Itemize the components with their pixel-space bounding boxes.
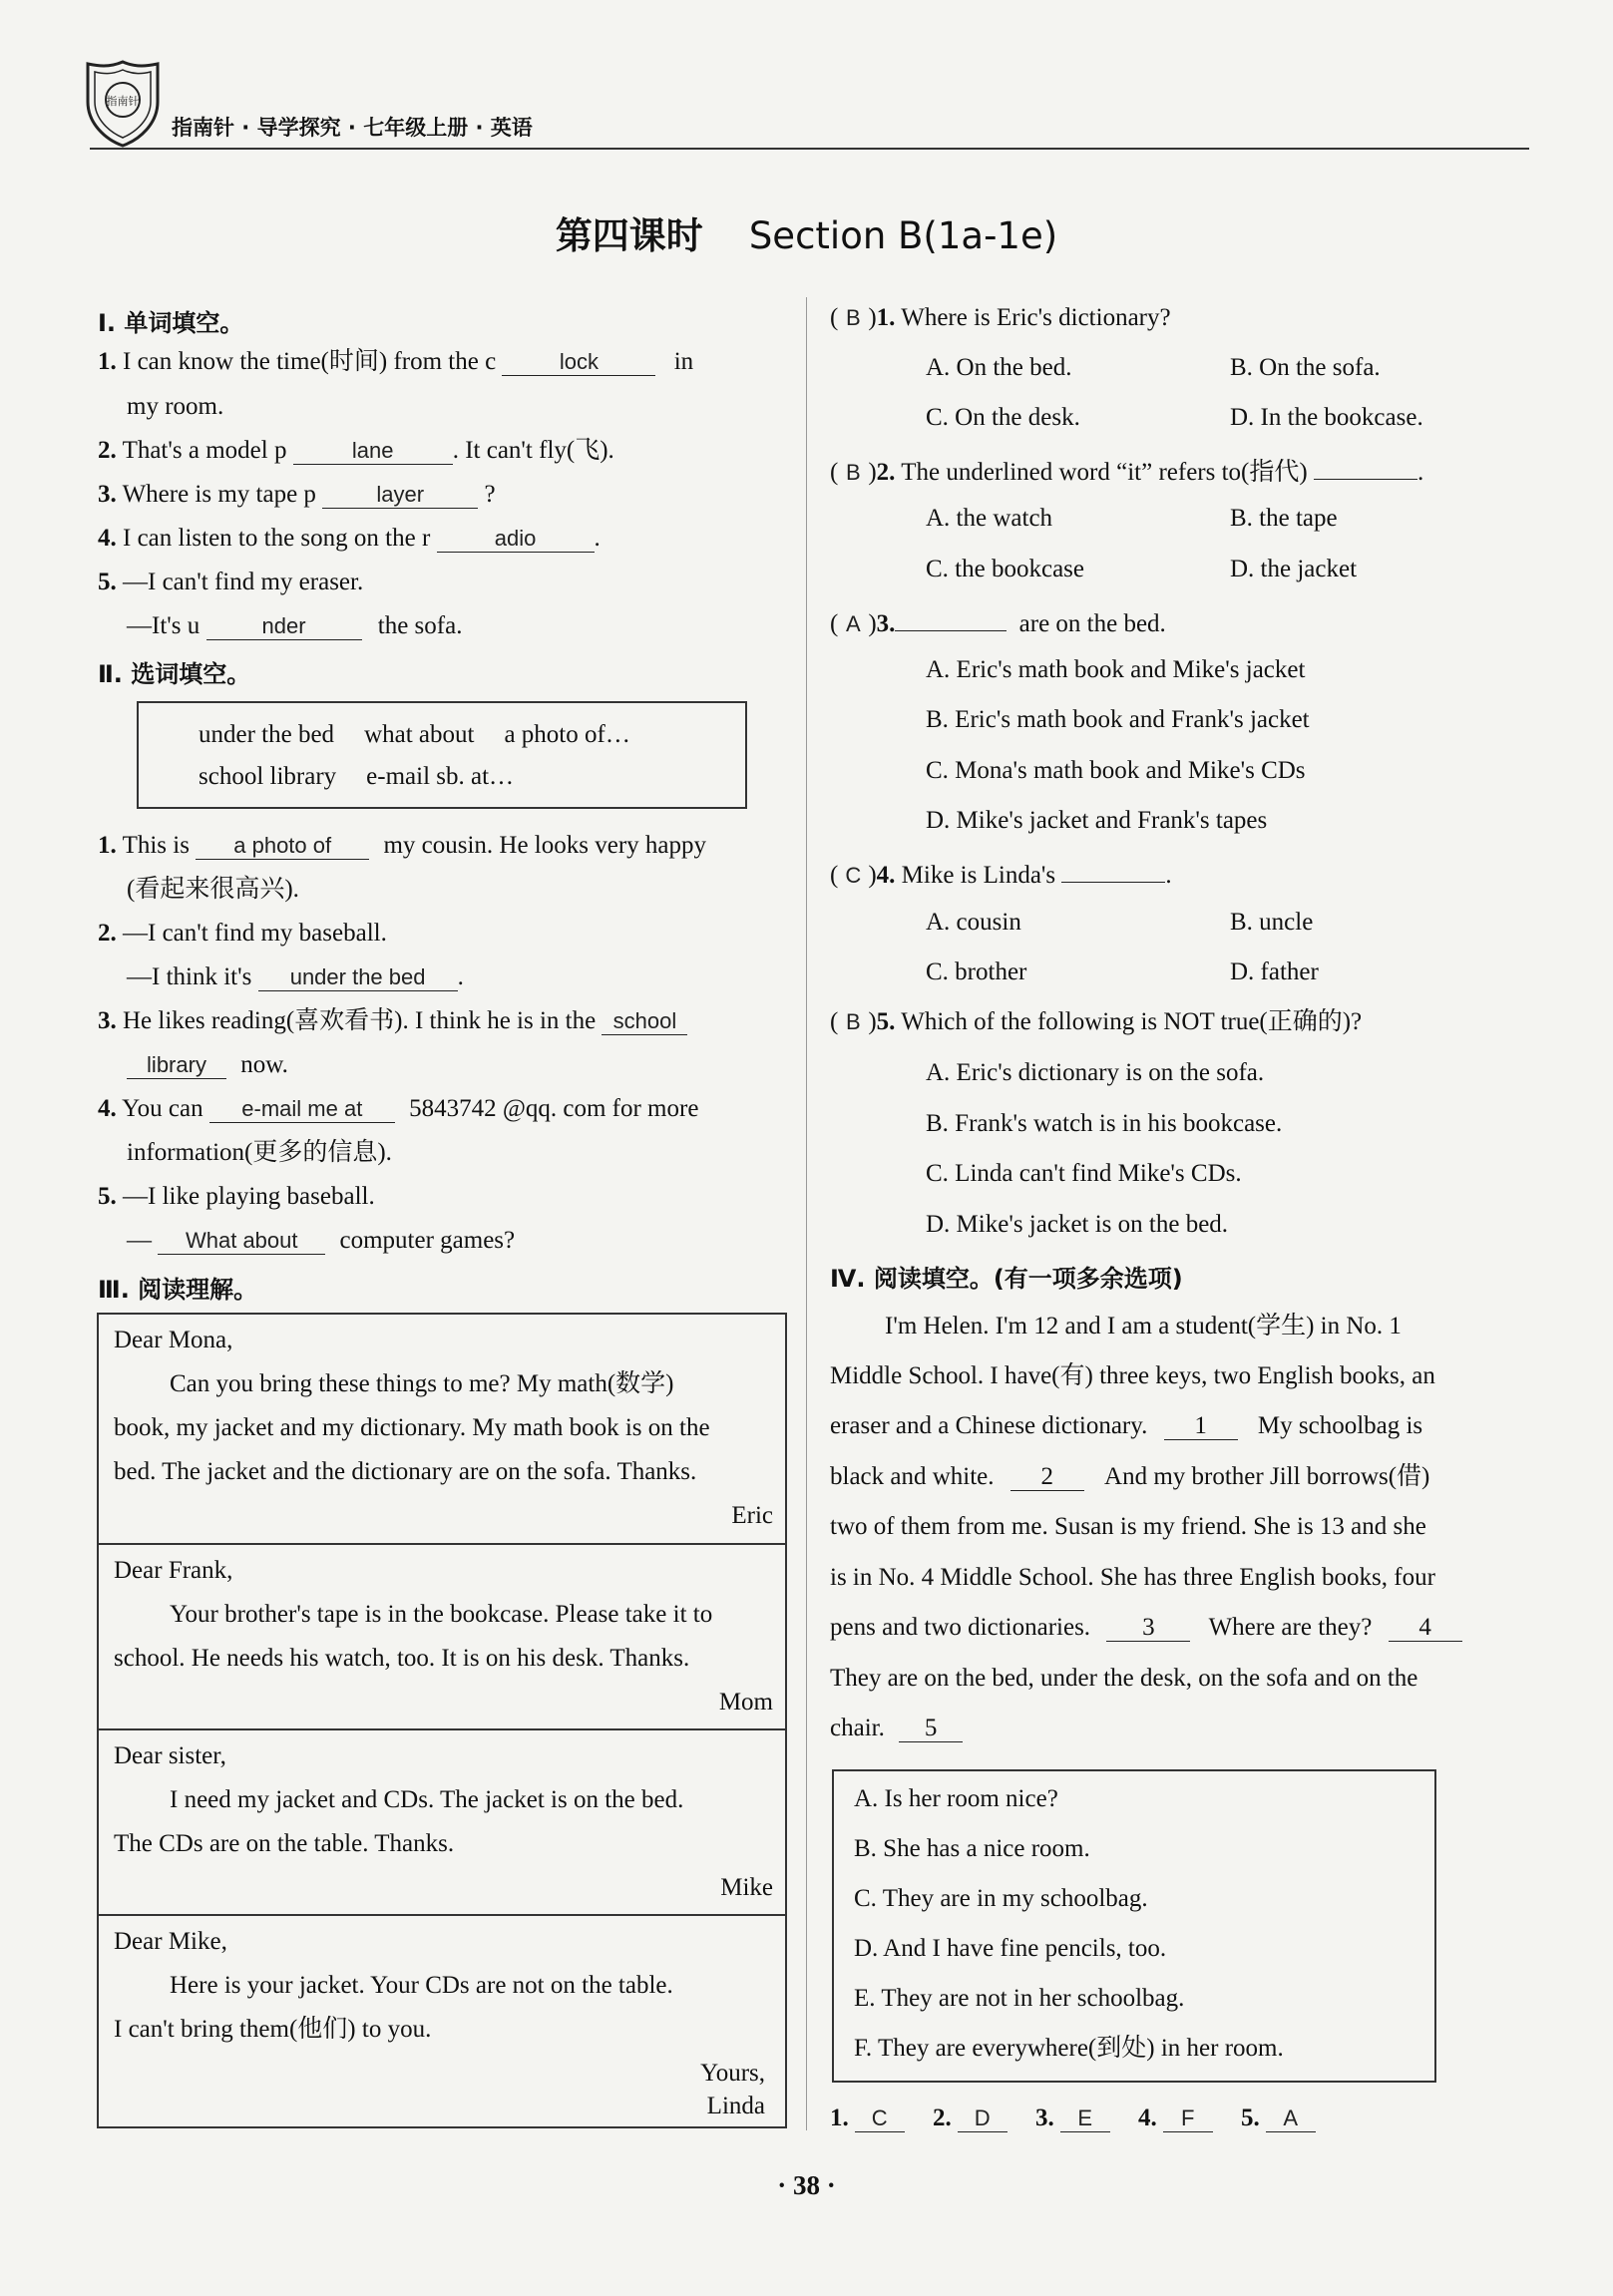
part2-item-1-line2: (看起来很高兴). bbox=[127, 876, 299, 903]
option: B. the tape bbox=[1230, 505, 1338, 532]
options-box: A. Is her room nice? B. She has a nice room. C. They are in my schoolbag. D. And I have fine pencils, too. E. They are not in her schoolbag. F. They are everywhere(到处) in her room. bbox=[832, 1769, 1436, 2083]
part2-item-5: 5. —I like playing baseball. bbox=[98, 1183, 375, 1210]
passage-line-4: black and white. 2 And my brother Jill borrows(借) bbox=[830, 1463, 1430, 1490]
part4-heading: Ⅳ. 阅读填空。(有一项多余选项) bbox=[830, 1265, 1183, 1293]
passage-line-2: Middle School. I have(有) three keys, two English books, an bbox=[830, 1362, 1435, 1389]
option: C. the bookcase bbox=[926, 556, 1084, 582]
option: C. Linda can't find Mike's CDs. bbox=[926, 1160, 1242, 1187]
part1-item-5-line2: —It's u nder the sofa. bbox=[127, 612, 463, 639]
option: A. On the bed. bbox=[926, 354, 1072, 381]
header-logo bbox=[82, 58, 164, 150]
part2-item-3: 3. He likes reading(喜欢看书). I think he is in the school bbox=[98, 1005, 687, 1037]
question-3: ( A )3. are on the bed. bbox=[830, 604, 1166, 640]
answer-blank: school bbox=[602, 1008, 687, 1035]
answer-blank: adio bbox=[437, 526, 595, 553]
question-5: ( B )5. Which of the following is NOT true(正确的)? bbox=[830, 1006, 1362, 1038]
option: B. On the sofa. bbox=[1230, 354, 1381, 381]
choice-answer: A bbox=[845, 611, 861, 636]
answer-blank: What about bbox=[158, 1228, 325, 1255]
option: D. Mike's jacket and Frank's tapes bbox=[926, 807, 1268, 834]
blank-number: 3 bbox=[1106, 1615, 1190, 1642]
part1-item-4: 4. I can listen to the song on the r adio . bbox=[98, 525, 601, 552]
letter-1: Dear Mona, Can you bring these things to me? My math(数学) book, my jacket and my dictionary. My math book is on the bed. The jacket and the dictionary are on the sofa. Thanks. Eric bbox=[99, 1315, 785, 1545]
option: D. Mike's jacket is on the bed. bbox=[926, 1211, 1229, 1238]
passage-line-6: is in No. 4 Middle School. She has three English books, four bbox=[830, 1564, 1435, 1591]
passage-line-9: chair. 5 bbox=[830, 1713, 963, 1744]
page-title bbox=[0, 205, 1613, 259]
answer-blank: library bbox=[127, 1052, 226, 1079]
option: A. cousin bbox=[926, 909, 1021, 936]
choice-answer: B bbox=[845, 1009, 861, 1034]
part2-item-3-line2: library now. bbox=[127, 1049, 288, 1081]
letters-box bbox=[97, 1313, 787, 2128]
lesson-label: 第四课时 bbox=[555, 214, 703, 257]
part3-heading: Ⅲ. 阅读理解。 bbox=[98, 1276, 258, 1304]
passage-line-7: pens and two dictionaries. 3 Where are they? 4 bbox=[830, 1612, 1462, 1644]
question-1: ( B )1. Where is Eric's dictionary? bbox=[830, 302, 1171, 334]
option: D. In the bookcase. bbox=[1230, 404, 1423, 431]
logo-text: 指南针 bbox=[106, 95, 140, 108]
choice-answer: C bbox=[845, 863, 862, 888]
passage-line-8: They are on the bed, under the desk, on the sofa and on the bbox=[830, 1665, 1418, 1692]
choice-answer: B bbox=[845, 460, 861, 485]
answer-blank: a photo of bbox=[196, 833, 369, 860]
option: D. the jacket bbox=[1230, 556, 1358, 582]
answer-blank: layer bbox=[322, 482, 478, 509]
choice-answer: B bbox=[845, 305, 861, 330]
part1-item-1: 1. I can know the time(时间) from the c lock in bbox=[98, 348, 694, 375]
part1-item-5: 5. —I can't find my eraser. bbox=[98, 569, 364, 595]
answer-blank: e-mail me at bbox=[209, 1096, 395, 1123]
passage-line-3: eraser and a Chinese dictionary. 1 My schoolbag is bbox=[830, 1412, 1423, 1439]
passage-line-1: I'm Helen. I'm 12 and I am a student(学生) in No. 1 bbox=[885, 1313, 1402, 1339]
part2-item-4: 4. You can e-mail me at 5843742 @qq. com for more bbox=[98, 1095, 699, 1122]
answer-blank: under the bed bbox=[258, 964, 458, 991]
option: B. uncle bbox=[1230, 909, 1314, 936]
letter-3: Dear sister, I need my jacket and CDs. The jacket is on the bed. The CDs are on the table. Thanks. Mike bbox=[99, 1730, 785, 1916]
part1-item-3: 3. Where is my tape p layer ? bbox=[98, 481, 496, 508]
part2-heading: Ⅱ. 选词填空。 bbox=[98, 660, 251, 688]
page-number: · 38 · bbox=[777, 2170, 836, 2200]
option: B. Frank's watch is in his bookcase. bbox=[926, 1110, 1283, 1137]
question-2: ( B )2. The underlined word “it” refers to(指代) . bbox=[830, 453, 1423, 489]
option: D. father bbox=[1230, 958, 1319, 985]
column-divider bbox=[806, 297, 807, 2130]
part4-answers: 1. C 2. D 3. E 4. F 5. A bbox=[830, 2103, 1316, 2134]
option: A. Eric's math book and Mike's jacket bbox=[926, 656, 1306, 683]
blank-number: 4 bbox=[1389, 1615, 1462, 1642]
part2-item-2-line2: —I think it's under the bed . bbox=[127, 963, 464, 990]
blank-number: 5 bbox=[899, 1716, 963, 1742]
section-label: Section B(1a-1e) bbox=[748, 214, 1058, 257]
part2-item-4-line2: information(更多的信息). bbox=[127, 1139, 392, 1166]
part1-item-1-line2: my room. bbox=[127, 393, 224, 420]
answer-blank: nder bbox=[206, 613, 362, 640]
letter-4: Dear Mike, Here is your jacket. Your CDs are not on the table. I can't bring them(他们) to you. Yours, Linda bbox=[114, 1928, 765, 2119]
option: A. Eric's dictionary is on the sofa. bbox=[926, 1059, 1265, 1086]
option: C. brother bbox=[926, 958, 1027, 985]
word-box: under the bed what about a photo of… school library e-mail sb. at… bbox=[137, 701, 747, 809]
part2-item-1: 1. This is a photo of my cousin. He looks very happy bbox=[98, 832, 706, 859]
part1-item-2: 2. That's a model p lane . It can't fly(飞). bbox=[98, 437, 614, 464]
option: C. On the desk. bbox=[926, 404, 1080, 431]
shield-logo-icon bbox=[82, 58, 164, 150]
part2-item-2: 2. —I can't find my baseball. bbox=[98, 920, 387, 947]
answer-blank: lane bbox=[293, 438, 453, 465]
blank-number: 1 bbox=[1164, 1413, 1238, 1440]
option: A. the watch bbox=[926, 505, 1053, 532]
blank-number: 2 bbox=[1010, 1464, 1084, 1491]
header-series: 指南针 · 导学探究 · 七年级上册 · 英语 bbox=[172, 116, 533, 140]
passage-line-5: two of them from me. Susan is my friend. She is 13 and she bbox=[830, 1513, 1426, 1540]
part2-item-5-line2: — What about computer games? bbox=[127, 1227, 516, 1254]
answer-blank: lock bbox=[502, 349, 655, 376]
header-rule bbox=[90, 148, 1529, 150]
question-4: ( C )4. Mike is Linda's . bbox=[830, 856, 1172, 892]
letter-2: Dear Frank, Your brother's tape is in the bookcase. Please take it to school. He needs his watch, too. It is on his desk. Thanks. Mom bbox=[99, 1545, 785, 1730]
option: C. Mona's math book and Mike's CDs bbox=[926, 757, 1306, 784]
part1-heading: Ⅰ. 单词填空。 bbox=[98, 309, 244, 337]
option: B. Eric's math book and Frank's jacket bbox=[926, 706, 1310, 733]
